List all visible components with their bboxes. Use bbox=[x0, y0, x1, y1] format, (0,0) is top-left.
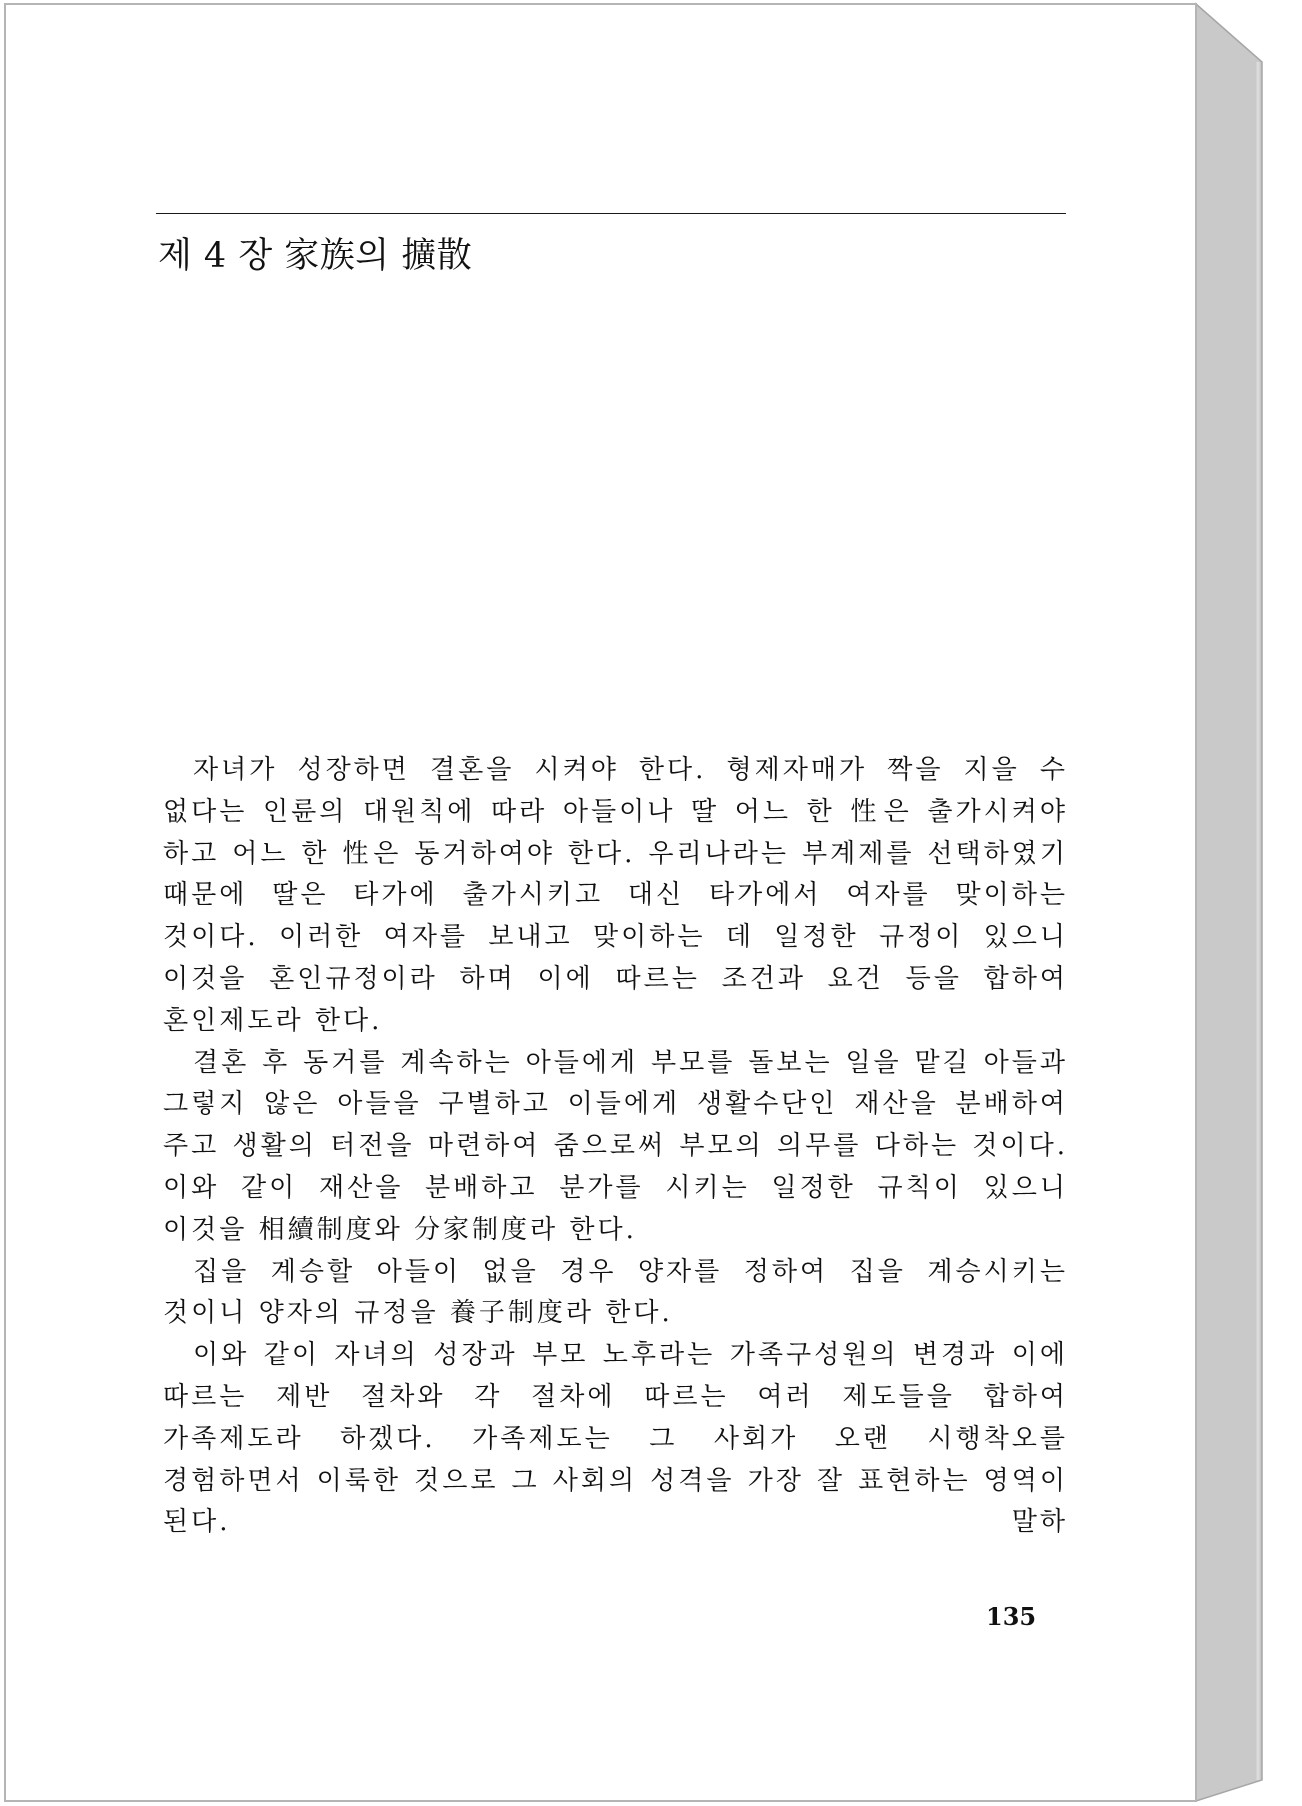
paragraph: 결혼 후 동거를 계속하는 아들에게 부모를 돌보는 일을 맡길 아들과 그렇지 않은 아들을 구별하고 이들에게 생활수단인 재산을 분배하여 주고 생활의 터전을 마련하여 줌으로써 부모의 의무를 다하는 것이다. 이와 같이 재산을 분배하고 분가를 시키는 일정한 규칙이 있으니 이것을 相續制度와 分家制度라 한다. bbox=[163, 1047, 1068, 1245]
book-page bbox=[6, 4, 1196, 1801]
paragraph: 자녀가 성장하면 결혼을 시켜야 한다. 형제자매가 짝을 지을 수 없다는 인륜의 대원칙에 따라 아들이나 딸 어느 한 性은 출가시켜야 하고 어느 한 性은 동거하여야 한다. 우리나라는 부계제를 선택하였기 때문에 딸은 타가에 출가시키고 대신 타가에서 여자를 맞이하는 것이다. 이러한 여자를 보내고 맞이하는 데 일정한 규정이 있으니 이것을 혼인규정이라 하며 이에 따르는 조건과 요건 등을 합하여 혼인제도라 한다. bbox=[163, 755, 1068, 1036]
body-text bbox=[163, 750, 1068, 1544]
paragraph: 집을 계승할 아들이 없을 경우 양자를 정하여 집을 계승시키는 것이니 양자의 규정을 養子制度라 한다. bbox=[163, 1256, 1068, 1329]
chapter-title: 제 4 장 家族의 擴散 bbox=[158, 236, 473, 276]
chapter-rule bbox=[156, 213, 1066, 214]
page-number: 135 bbox=[986, 1602, 1037, 1631]
book-side-face bbox=[1196, 4, 1262, 1801]
paragraph: 이와 같이 자녀의 성장과 부모 노후라는 가족구성원의 변경과 이에 따르는 제반 절차와 각 절차에 따르는 여러 제도들을 합하여 가족제도라 하겠다. 가족제도는 그 사회가 오랜 시행착오를 경험하면서 이룩한 것으로 그 사회의 성격을 가장 잘 표현하는 영역이 된다. 말하 bbox=[163, 1340, 1068, 1538]
